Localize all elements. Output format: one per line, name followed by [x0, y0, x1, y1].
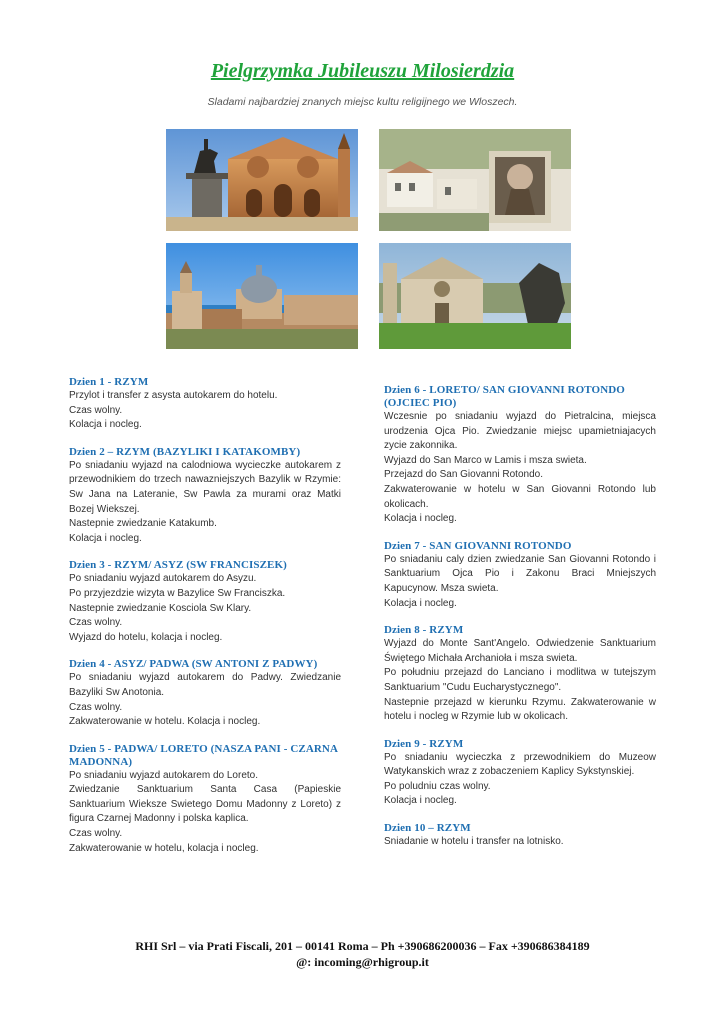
- day-7: [384, 540, 656, 611]
- day-6: [384, 384, 656, 527]
- day-text: Przylot i transfer z asysta autokarem do hotelu.: [69, 390, 278, 401]
- photo-assisi-basilica: [379, 243, 571, 349]
- itinerary-right-column: [384, 384, 656, 863]
- footer-address: RHI Srl – via Prati Fiscali, 201 – 00141 Roma – Ph +390686200036 – Fax +390686384189: [135, 939, 590, 953]
- day-title: Dzien 3 - RZYM/ ASYZ (SW FRANCISZEK): [69, 559, 287, 572]
- footer-email: @: incoming@rhigroup.it: [296, 955, 429, 969]
- day-text: Wyjazd do hotelu, kolacja i nocleg.: [69, 631, 223, 643]
- day-text: Kolacja i nocleg.: [384, 597, 457, 609]
- day-text: Czas wolny.: [69, 404, 123, 416]
- day-5: [69, 743, 341, 857]
- day-text: Czas wolny.: [69, 828, 123, 840]
- day-8: [384, 624, 656, 725]
- day-10: [384, 822, 656, 850]
- day-text: Zwiedzanie Sanktuarium Santa Casa (Papieskie Sanktuarium Wieksze Swietego Domu Madonny z Loreto) z figura Czarnej Madonny i polska kaplica.: [69, 784, 341, 825]
- day-text: Kolacja i nocleg.: [69, 532, 142, 544]
- day-text: Po sniadaniu wyjazd autokarem do Padwy. Zwiedzanie Bazyliki Sw Anotonia.: [69, 672, 341, 698]
- day-text: Wczesnie po sniadaniu wyjazd do Pietralcina, miejsca urodzenia Ojca Pio. Zwiedzanie miejsc upamietniajacych zycie zakonnika.: [384, 411, 656, 452]
- day-text: Zakwaterowanie w hotelu. Kolacja i nocleg.: [69, 716, 261, 728]
- day-text: Kolacja i nocleg.: [69, 419, 142, 431]
- day-text: Po sniadaniu wyjazd na calodniowa wycieczke autokarem z przewodnikiem do trzech nawazniejszych Bazylik w Rzymie: Sw Jana na Lateranie, Sw Pawla za murami oraz Matki Bozej Wiekszej.: [69, 459, 341, 515]
- day-1: [69, 376, 341, 433]
- day-title: Dzien 9 - RZYM: [384, 737, 464, 750]
- day-text: Po sniadaniu caly dzien zwiedzanie San Giovanni Rotondo i Sanktuarium Ojca Pio i Zakonu Braci Mniejszych Kapucynow. Msza swieta.: [384, 553, 656, 594]
- day-title: Dzien 6 - LORETO/ SAN GIOVANNI ROTONDO (OJCIEC PIO): [384, 384, 625, 409]
- day-text: Nastepnie przejazd w kierunku Rzymu. Zakwaterowanie w hotelu i nocleg w Rzymie lub w okolicach.: [384, 696, 656, 723]
- page-title: Pielgrzymka Jubileuszu Milosierdzia: [210, 60, 515, 82]
- day-text: Po południu przejazd do Lanciano i modlitwa w tutejszym Sanktuarium "Cudu Eucharystycznego".: [384, 667, 656, 693]
- day-title: Dzien 5 - PADWA/ LORETO (NASZA PANI - CZARNA MADONNA): [69, 742, 338, 768]
- day-text: Wyjazd do San Marco w Lamis i msza swieta.: [384, 454, 587, 466]
- day-title: Dzien 7 - SAN GIOVANNI ROTONDO: [384, 539, 572, 552]
- photo-loreto: [166, 243, 358, 349]
- day-text: Czas wolny.: [69, 617, 123, 629]
- day-text: Przejazd do San Giovanni Rotondo.: [384, 469, 543, 481]
- day-text: Zakwaterowanie w hotelu, kolacja i nocleg.: [69, 842, 259, 854]
- footer-contact: [0, 938, 725, 970]
- day-text: Po sniadaniu wyjazd autokarem do Loreto.: [69, 769, 259, 781]
- day-text: Nastepnie zwiedzanie Kosciola Sw Klary.: [69, 602, 252, 614]
- page-subtitle: Sladami najbardziej znanych miejsc kultu religijnego we Wloszech.: [207, 96, 518, 108]
- day-2: [69, 446, 341, 547]
- day-text: Kolacja i nocleg.: [384, 513, 457, 525]
- photo-san-giovanni-rotondo: [379, 129, 571, 231]
- day-text: Kolacja i nocleg.: [384, 795, 457, 807]
- day-text: Zakwaterowanie w hotelu w San Giovanni Rotondo lub okolicach.: [384, 483, 656, 510]
- day-3: [69, 559, 341, 645]
- day-text: Wyjazd do Monte Sant'Angelo. Odwiedzenie Sanktuarium Świętego Michała Archanioła i msza swieta.: [384, 638, 656, 664]
- day-title: Dzien 8 - RZYM: [384, 624, 464, 637]
- day-text: Nastepnie zwiedzanie Katakumb.: [69, 518, 217, 530]
- day-title: Dzien 10 – RZYM: [384, 822, 471, 835]
- day-text: Po poludniu czas wolny.: [384, 780, 491, 792]
- photo-padua-basilica: [166, 129, 358, 231]
- day-text: Czas wolny.: [69, 701, 123, 713]
- day-4: [69, 658, 341, 729]
- day-text: Po sniadaniu wycieczka z przewodnikiem do Muzeow Watykanskich wraz z zobaczeniem Kaplicy Sykstynskiej.: [384, 751, 656, 778]
- day-text: Po sniadaniu wyjazd autokarem do Asyzu.: [69, 573, 257, 585]
- day-9: [384, 738, 656, 809]
- day-text: Po przyjezdzie wizyta w Bazylice Sw Franciszka.: [69, 587, 286, 599]
- day-title: Dzien 2 – RZYM (BAZYLIKI I KATAKOMBY): [69, 445, 301, 458]
- day-title: Dzien 1 - RZYM: [69, 376, 149, 388]
- day-text: Sniadanie w hotelu i transfer na lotnisko.: [384, 836, 564, 848]
- itinerary-left-column: [69, 376, 341, 869]
- day-title: Dzien 4 - ASYZ/ PADWA (SW ANTONI Z PADWY): [69, 658, 318, 671]
